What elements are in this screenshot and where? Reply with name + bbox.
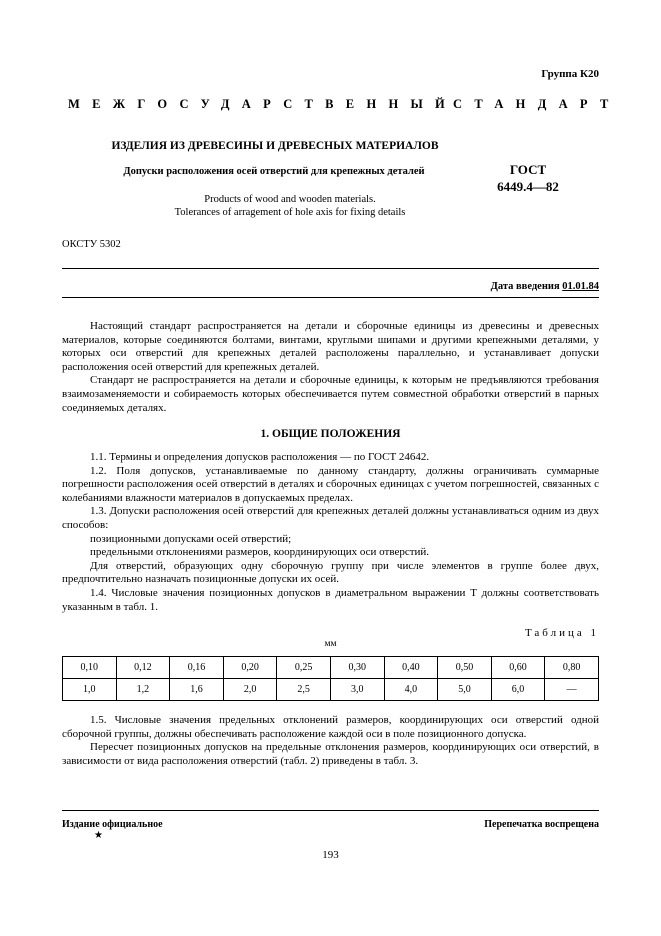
gost-number bbox=[478, 161, 578, 195]
clause-1-2: 1.2. Поля допусков, устанавливаемые по данному стандарту, должны ограничивать суммарные погрешности расположения осей отверстий в деталях и сборочных единицах с учетом погрешностей, связанных с колебаниями влажности материалов в допускаемых пределах. bbox=[62, 464, 599, 504]
clause-1-1: 1.1. Термины и определения допусков расположения — по ГОСТ 24642. bbox=[90, 451, 430, 463]
star-icon: ★ bbox=[94, 830, 103, 841]
table-cell: 0,20 bbox=[223, 657, 277, 679]
gost-label: ГОСТ bbox=[509, 162, 547, 177]
table-cell: 0,40 bbox=[384, 657, 438, 679]
reprint-prohibited-label: Перепечатка воспрещена bbox=[484, 819, 599, 830]
document-subtitle: Допуски расположения осей отверстий для крепежных деталей bbox=[123, 166, 425, 177]
official-edition-label: Издание официальное bbox=[62, 819, 163, 830]
gost-code: 6449.4—82 bbox=[497, 179, 559, 194]
page-number: 193 bbox=[322, 849, 339, 861]
table-cell: 2,5 bbox=[277, 679, 331, 701]
effective-date bbox=[491, 281, 599, 292]
clause-1-3-way-1: позиционными допусками осей отверстий; bbox=[90, 532, 292, 545]
after-table-text bbox=[62, 714, 599, 768]
clause-1-3-note: Для отверстий, образующих одну сборочную группу при числе элементов в группе более двух, предпочтительно назначать позиционные допуски их осей. bbox=[62, 559, 599, 586]
table-cell: 5,0 bbox=[438, 679, 492, 701]
footer-separator bbox=[62, 810, 599, 811]
clause-1-5-note: Пересчет позиционных допусков на предельные отклонения размеров, координирующих оси отверстий, в зависимости от вида расположения отверстий (табл. 2) приведены в табл. 3. bbox=[62, 741, 599, 767]
separator-line bbox=[62, 297, 599, 298]
table-cell: 0,25 bbox=[277, 657, 331, 679]
table-cell: 1,0 bbox=[63, 679, 117, 701]
table-1-caption: Таблица 1 bbox=[524, 627, 599, 639]
document-title: ИЗДЕЛИЯ ИЗ ДРЕВЕСИНЫ И ДРЕВЕСНЫХ МАТЕРИАЛОВ bbox=[111, 140, 439, 152]
table-cell: 3,0 bbox=[330, 679, 384, 701]
table-row bbox=[63, 679, 599, 701]
table-1-unit: мм bbox=[324, 639, 337, 649]
okstu-code: ОКСТУ 5302 bbox=[62, 239, 121, 250]
clause-1-3-way-2: предельными отклонениями размеров, координирующих оси отверстий. bbox=[90, 546, 430, 559]
table-cell: 0,80 bbox=[545, 657, 599, 679]
effective-date-label: Дата введения bbox=[490, 281, 560, 292]
tolerance-table bbox=[62, 656, 599, 701]
table-cell: 0,60 bbox=[491, 657, 545, 679]
group-code: Группа К20 bbox=[541, 68, 599, 80]
table-cell: 4,0 bbox=[384, 679, 438, 701]
clause-1-5: 1.5. Числовые значения предельных отклонений размеров, координирующих оси отверстий одной сборочной группы, должны обеспечивать расположение каждой оси в поле позиционного допуска. bbox=[62, 714, 599, 740]
table-cell: 0,50 bbox=[438, 657, 492, 679]
table-cell: 0,10 bbox=[63, 657, 117, 679]
table-cell: 1,2 bbox=[116, 679, 170, 701]
english-title bbox=[120, 193, 460, 219]
separator-line bbox=[62, 268, 599, 269]
table-cell: 0,30 bbox=[330, 657, 384, 679]
section-heading: 1. ОБЩИЕ ПОЛОЖЕНИЯ bbox=[260, 428, 401, 440]
effective-date-value: 01.01.84 bbox=[562, 281, 599, 292]
banner-standard: СТАНДАРТ bbox=[453, 97, 621, 111]
table-cell: 2,0 bbox=[223, 679, 277, 701]
table-row bbox=[63, 657, 599, 679]
english-title-line1: Products of wood and wooden materials. bbox=[204, 194, 376, 205]
table-cell: 0,12 bbox=[116, 657, 170, 679]
table-cell: — bbox=[545, 679, 599, 701]
table-cell: 1,6 bbox=[170, 679, 224, 701]
intro-text bbox=[62, 320, 599, 415]
intro-paragraph-2: Стандарт не распространяется на детали и сборочные единицы, к которым не предъявляются требования взаимозаменяемости и собираемость которых обеспечивается путем совместной обработки отверстий в парных соединяемых деталях. bbox=[62, 374, 599, 414]
intro-paragraph-1: Настоящий стандарт распространяется на детали и сборочные единицы из древесины и древесных материалов, которые соединяются болтами, винтами, круглыми шипами и другими крепежными деталями, у которых оси отверстий для крепежных деталей расположены параллельно, и устанавливает допуски расположения осей отверстий для крепежных деталей. bbox=[62, 320, 599, 373]
english-title-line2: Tolerances of arragement of hole axis for fixing details bbox=[174, 207, 406, 218]
banner-interstate: МЕЖГОСУДАРСТВЕННЫЙ bbox=[68, 97, 458, 111]
table-cell: 6,0 bbox=[491, 679, 545, 701]
table-cell: 0,16 bbox=[170, 657, 224, 679]
section-1-text bbox=[62, 451, 599, 614]
clause-1-4: 1.4. Числовые значения позиционных допусков в диаметральном выражении T должны соответствовать указанным в табл. 1. bbox=[62, 586, 599, 613]
clause-1-3: 1.3. Допуски расположения осей отверстий для крепежных деталей должны устанавливаться одним из двух способов: bbox=[62, 505, 599, 531]
